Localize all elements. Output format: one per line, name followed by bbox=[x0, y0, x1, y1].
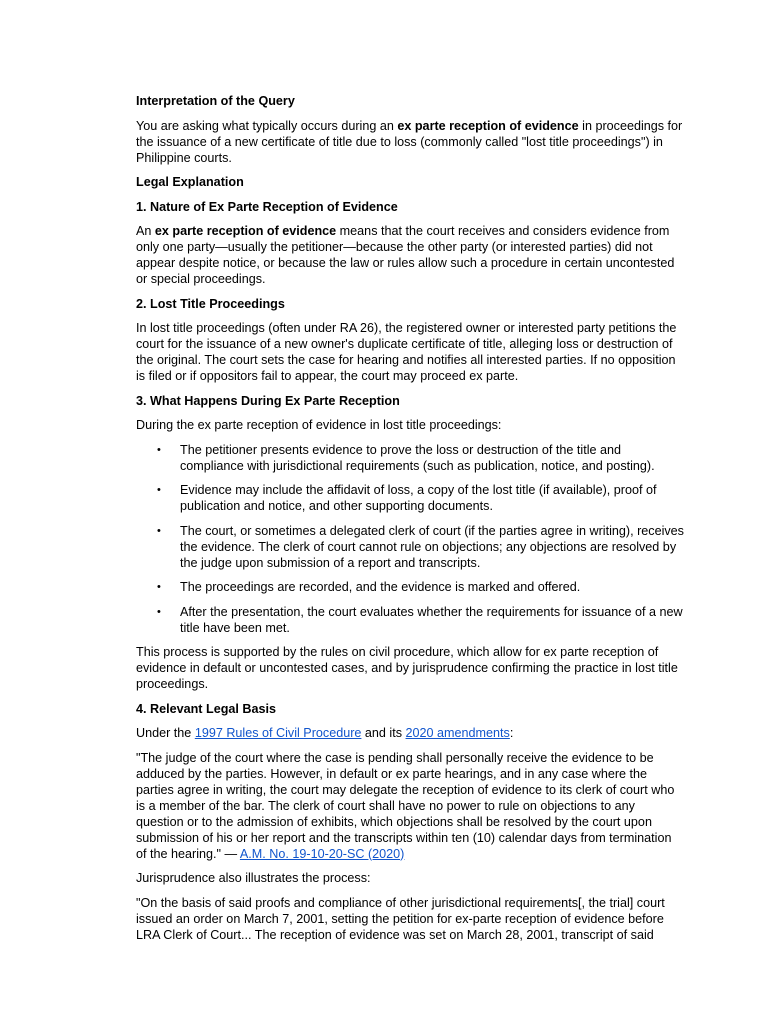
heading-lost-title: 2. Lost Title Proceedings bbox=[136, 296, 285, 311]
rules-civil-procedure-link[interactable]: 1997 Rules of Civil Procedure bbox=[194, 726, 362, 740]
list-item bbox=[157, 604, 684, 636]
list-item bbox=[157, 579, 684, 595]
interpretation-text-post: in proceedings for the issuance of a new certificate of title due to loss (commonly called "lost title proceedings") in Philippine courts. bbox=[136, 118, 683, 165]
nature-text-pre: An bbox=[136, 224, 155, 238]
bullet-icon: • bbox=[157, 605, 161, 618]
legal-basis-text-post: : bbox=[509, 726, 514, 740]
legal-basis-text-pre: Under the bbox=[136, 726, 195, 740]
heading-legal-basis: 4. Relevant Legal Basis bbox=[136, 701, 276, 716]
list-item-text: After the presentation, the court evaluates whether the requirements for issuance of a new title have been met. bbox=[180, 604, 683, 635]
bullet-icon: • bbox=[157, 443, 161, 456]
jurisprudence-intro: Jurisprudence also illustrates the process: bbox=[136, 871, 371, 885]
nature-paragraph bbox=[136, 223, 684, 287]
heading-nature: 1. Nature of Ex Parte Reception of Evidence bbox=[136, 199, 398, 214]
bullet-icon: • bbox=[157, 524, 161, 537]
bullet-icon: • bbox=[157, 581, 161, 593]
document-body bbox=[136, 93, 684, 951]
list-item-text: The court, or sometimes a delegated clerk of court (if the parties agree in writing), receives the evidence. The clerk of court cannot rule on objections; any objections are resolved by the judge upon submission of a report and transcripts. bbox=[180, 523, 684, 570]
heading-legal-explanation: Legal Explanation bbox=[136, 175, 244, 189]
legal-basis-text-mid: and its bbox=[361, 726, 406, 740]
am-no-link[interactable]: A.M. No. 19-10-20-SC (2020) bbox=[239, 846, 405, 861]
nature-text-bold: ex parte reception of evidence bbox=[154, 224, 337, 238]
list-item bbox=[157, 442, 684, 474]
nature-text-post: means that the court receives and considers evidence from only one party—usually the petitioner—because the other party (or interested parties) did not appear despite notice, or because the law or rules allow such a procedure in certain uncontested or special proceedings. bbox=[136, 224, 675, 286]
legal-basis-paragraph bbox=[136, 725, 684, 741]
amendments-link[interactable]: 2020 amendments bbox=[405, 726, 510, 740]
list-item bbox=[157, 482, 684, 514]
interpretation-paragraph bbox=[136, 118, 684, 166]
list-item-text: The petitioner presents evidence to prove the loss or destruction of the title and compliance with jurisdictional requirements (such as publication, notice, and posting). bbox=[180, 442, 655, 473]
list-item-text: Evidence may include the affidavit of loss, a copy of the lost title (if available), proof of publication and notice, and other supporting documents. bbox=[180, 483, 657, 513]
process-list bbox=[136, 442, 684, 636]
list-item-text: The proceedings are recorded, and the evidence is marked and offered. bbox=[180, 580, 581, 594]
rule-quote-paragraph bbox=[136, 750, 684, 862]
bullet-icon: • bbox=[157, 484, 161, 496]
jurisprudence-quote: "On the basis of said proofs and compliance of other jurisdictional requirements[, the trial] court issued an order on March 7, 2001, setting the petition for ex-parte reception of evidence before LRA Clerk of Court... The reception of evidence was set on March 28, 2001, transcript of said bbox=[136, 895, 665, 942]
heading-interpretation: Interpretation of the Query bbox=[136, 94, 295, 108]
lost-title-paragraph: In lost title proceedings (often under RA 26), the registered owner or interested party petitions the court for the issuance of a new owner's duplicate certificate of title, alleging loss or destruction of the original. The court sets the case for hearing and notifies all interested parties. If no opposition is filed or if oppositors fail to appear, the court may proceed ex parte. bbox=[136, 321, 677, 383]
interpretation-text-pre: You are asking what typically occurs during an bbox=[136, 118, 398, 133]
support-paragraph: This process is supported by the rules on civil procedure, which allow for ex parte reception of evidence in default or uncontested cases, and by jurisprudence confirming the practice in lost title proceedings. bbox=[136, 645, 678, 691]
heading-what-happens: 3. What Happens During Ex Parte Reception bbox=[136, 393, 400, 408]
rule-quote-text: "The judge of the court where the case is pending shall personally receive the evidence to be adduced by the parties. However, in default or ex parte hearings, and in any case where the parties agree in writing, the court may delegate the reception of evidence to its clerk of court who is a member of the bar. The clerk of court shall have no power to rule on objections to any question or to the admission of exhibits, which objections shall be resolved by the court upon submission of his or her report and the transcripts within ten (10) calendar days from termination of the hearing." — bbox=[136, 750, 675, 861]
interpretation-text-bold: ex parte reception of evidence bbox=[397, 118, 579, 133]
what-happens-intro: During the ex parte reception of evidence in lost title proceedings: bbox=[136, 418, 502, 432]
list-item bbox=[157, 523, 684, 571]
